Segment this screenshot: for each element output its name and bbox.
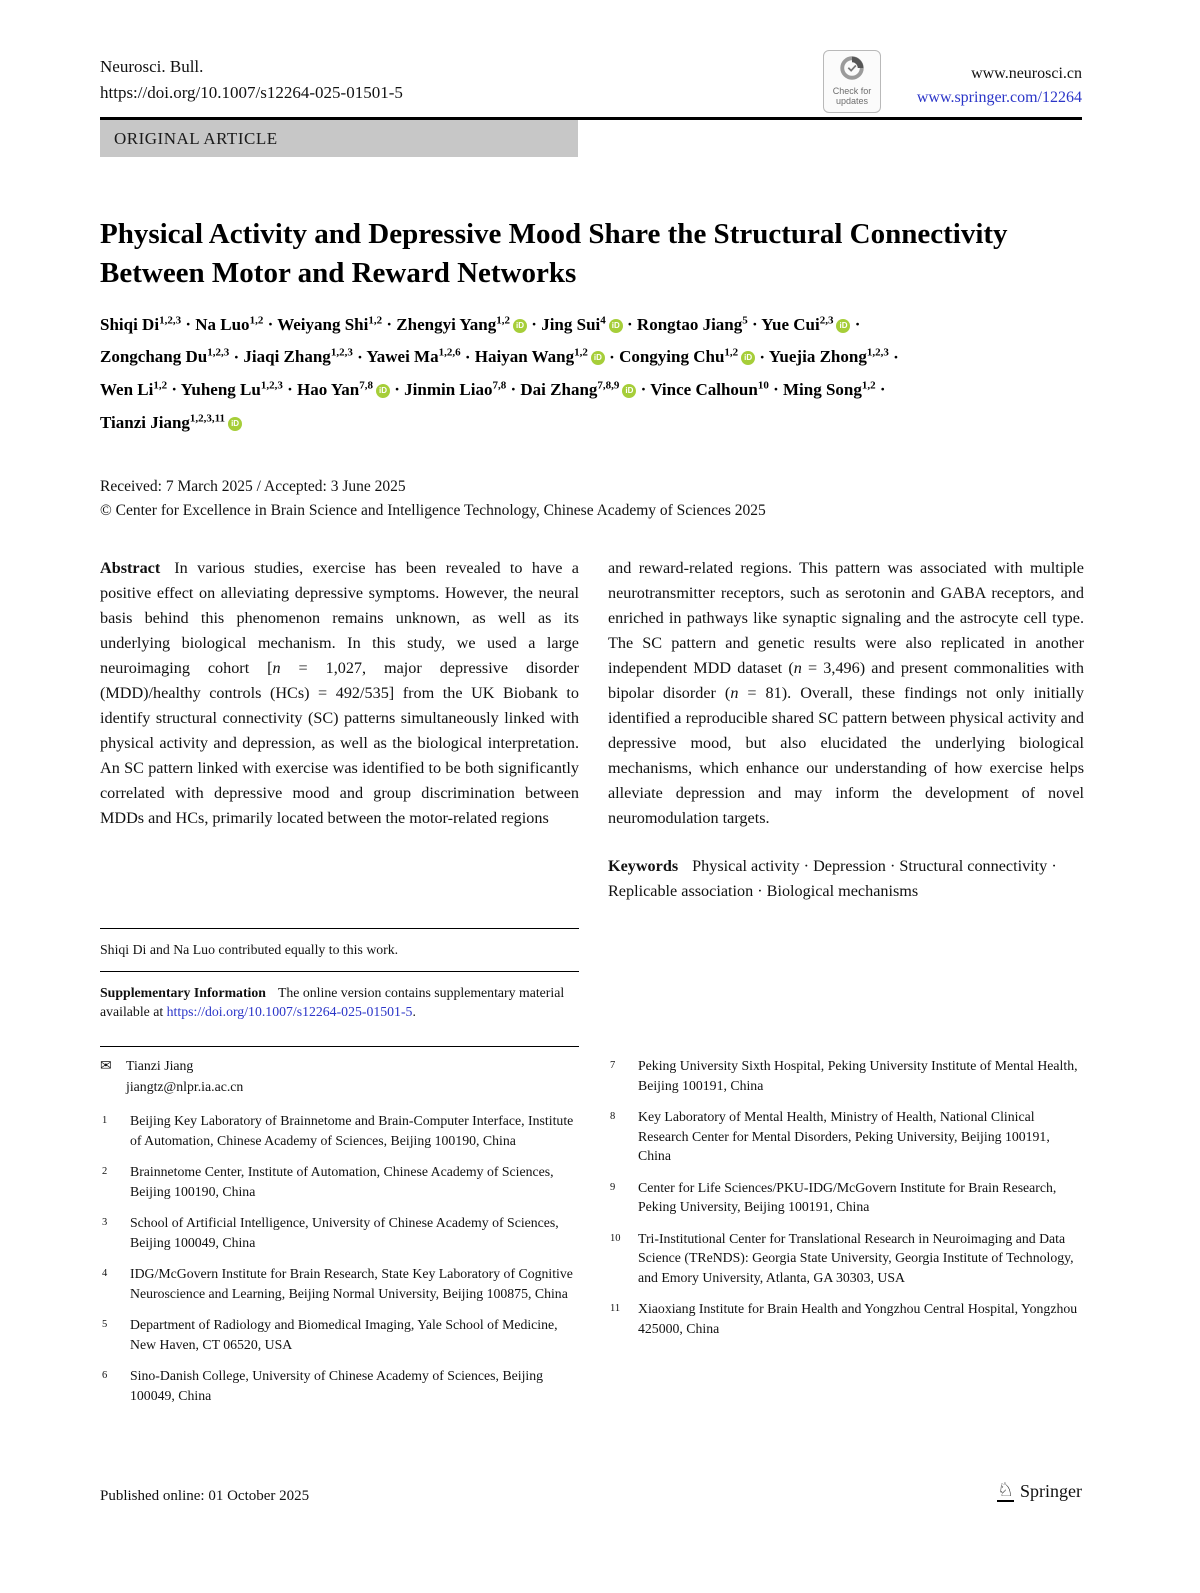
author: Jiaqi Zhang$^{1,2,3}$	[243, 346, 353, 367]
affiliation-item: 4 IDG/McGovern Institute for Brain Research, State Key Laboratory of Cognitive Neuroscience and Learning, Beijing Normal University, Beijing 100875, China	[102, 1266, 573, 1301]
check-for-updates-badge[interactable]	[823, 50, 881, 113]
orcid-icon[interactable]: iD	[376, 384, 390, 398]
affiliation-item: 7 Peking University Sixth Hospital, Peking University Institute of Mental Health, Beijing 100191, China	[610, 1058, 1078, 1093]
article-type-banner: ORIGINAL ARTICLE	[100, 120, 578, 157]
supplementary-note	[100, 983, 579, 1022]
affiliation-item: 11 Xiaoxiang Institute for Brain Health and Yongzhou Central Hospital, Yongzhou 425000, China	[610, 1301, 1078, 1336]
author-line: Wen Li$^{1,2}$ · Yuheng Lu$^{1,2,3}$ · Hao Yan$^{7,8}$ iD · Jinmin Liao$^{7,8}$ · Dai Zhang$^{7,8,9}$ iD · Vince Calhoun$^{10}$ · Ming Song$^{1,2}$ ·	[100, 379, 886, 399]
author: Na Luo$^{1,2}$	[195, 314, 264, 334]
affiliation-item: 9 Center for Life Sciences/PKU-IDG/McGovern Institute for Brain Research, Peking University, Beijing 100191, China	[610, 1179, 1057, 1214]
author: Hao Yan$^{7,8}$ iD	[297, 380, 390, 399]
orcid-icon[interactable]: iD	[513, 319, 527, 333]
journal-doi: https://doi.org/10.1007/s12264-025-01501-5	[100, 83, 403, 102]
author: Wen Li$^{1,2}$	[100, 379, 168, 399]
author: Yuheng Lu$^{1,2,3}$	[180, 379, 283, 399]
springer-knight-icon: ♘	[996, 1479, 1014, 1501]
corresponding-author-email[interactable]: jiangtz@nlpr.ia.ac.cn	[126, 1078, 244, 1094]
affiliation-item: 1 Beijing Key Laboratory of Brainnetome and Brain-Computer Interface, Institute of Automation, Chinese Academy of Sciences, Beijing 100190, China	[102, 1113, 574, 1148]
author: Weiyang Shi$^{1,2}$	[277, 314, 383, 334]
affiliation-item: 8 Key Laboratory of Mental Health, Ministry of Health, National Clinical Research Center for Mental Disorders, Peking University, Beijing 100191, China	[610, 1109, 1050, 1163]
page-title: Physical Activity and Depressive Mood Share the Structural Connectivity Between Motor and Reward Networks	[100, 218, 1008, 290]
author: Yue Cui$^{2,3}$ iD	[761, 315, 850, 334]
abstract-text-left: In various studies, exercise has been revealed to have a positive effect on alleviating depressive symptoms. However, the neural basis behind this phenomenon remains unknown, as well as its underlying biological mechanism. In this study, we used a large neuroimaging cohort [n = 1,027, major depressive disorder (MDD)/healthy controls (HCs) = 492/535] from the UK Biobank to identify structural connectivity (SC) patterns simultaneously linked with physical activity and depression, as well as the biological interpretation. An SC pattern linked with exercise was identified to be both significantly correlated with depressive mood and group discrimination between MDDs and HCs, primarily located between the motor-related regions	[100, 559, 579, 827]
equal-contribution-note: Shiqi Di and Na Luo contributed equally to this work.	[100, 942, 399, 957]
footnote-rule	[100, 971, 579, 972]
author: Yawei Ma$^{1,2,6}$	[366, 346, 461, 367]
author: Rongtao Jiang$^5$	[636, 314, 748, 334]
orcid-icon[interactable]: iD	[591, 351, 605, 365]
springer-link[interactable]: www.springer.com/12264	[916, 89, 1082, 106]
abstract-column-right	[608, 556, 1084, 904]
affiliation-list-left	[100, 1111, 579, 1405]
orcid-icon[interactable]: iD	[622, 384, 636, 398]
author: Jing Sui$^4$ iD	[541, 315, 623, 334]
author: Congying Chu$^{1,2}$ iD	[619, 347, 755, 366]
author: Jinmin Liao$^{7,8}$	[404, 379, 507, 399]
keywords-label: Keywords	[608, 857, 679, 875]
footnote-rule	[100, 928, 579, 929]
affiliation-item: 3 School of Artificial Intelligence, University of Chinese Academy of Sciences, Beijing 100049, China	[102, 1215, 559, 1250]
author: Yuejia Zhong$^{1,2,3}$	[768, 346, 889, 367]
author-list	[100, 306, 1082, 437]
author: Zhengyi Yang$^{1,2}$ iD	[396, 315, 527, 334]
author: Tianzi Jiang$^{1,2,3,11}$ iD	[100, 413, 242, 432]
author: Vince Calhoun$^{10}$	[650, 379, 769, 399]
keywords-block	[608, 854, 1084, 904]
affiliation-item: 10 Tri-Institutional Center for Translational Research in Neuroimaging and Data Science (TReNDS): Georgia State University, Georgia Institute of Technology, and Emory University, Atlanta, GA 30303, USA	[610, 1230, 1074, 1285]
correspondence-block	[100, 1046, 579, 1417]
author-line	[100, 404, 1082, 437]
orcid-icon[interactable]: iD	[609, 319, 623, 333]
badge-line2: updates	[835, 96, 869, 106]
author-line: Zongchang Du$^{1,2,3}$ · Jiaqi Zhang$^{1,2,3}$ · Yawei Ma$^{1,2,6}$ · Haiyan Wang$^{1,2}$ iD · Congying Chu$^{1,2}$ iD · Yuejia Zhong$^{1,2,3}$ ·	[100, 346, 899, 367]
supplementary-text: The online version contains supplementary material available at	[100, 984, 565, 1019]
abstract-text-right: and reward-related regions. This pattern was associated with multiple neurotransmitter receptors, such as serotonin and GABA receptors, and enriched in pathways like synaptic signaling and the astrocyte cell type. The SC pattern and genetic results were also replicated in another independent MDD dataset (n = 3,496) and present commonalities with bipolar disorder (n = 81). Overall, these findings not only initially identified a reproducible shared SC pattern between physical activity and depressive mood, but also elucidated the underlying biological mechanisms, which enhance our understanding of how exercise helps alleviate depression and may inform the development of novel neuromodulation targets.	[608, 559, 1084, 827]
footnote-block	[100, 928, 579, 1022]
journal-name: Neurosci. Bull.	[100, 57, 204, 76]
affiliation-item: 5 Department of Radiology and Biomedical Imaging, Yale School of Medicine, New Haven, CT 06520, USA	[102, 1317, 558, 1352]
journal-website: www.neurosci.cn	[971, 65, 1082, 82]
affiliation-list-right	[608, 1056, 1084, 1350]
affiliation-item: 6 Sino-Danish College, University of Chinese Academy of Sciences, Beijing 100049, China	[102, 1368, 544, 1403]
author: Zongchang Du$^{1,2,3}$	[100, 346, 230, 367]
orcid-icon[interactable]: iD	[228, 417, 242, 431]
copyright-line: © Center for Excellence in Brain Science and Intelligence Technology, Chinese Academy of Sciences 2025	[100, 502, 766, 519]
author: Dai Zhang$^{7,8,9}$ iD	[520, 380, 636, 399]
author-line: Shiqi Di$^{1,2,3}$ · Na Luo$^{1,2}$ · Weiyang Shi$^{1,2}$ · Zhengyi Yang$^{1,2}$ iD · Jing Sui$^4$ iD · Rongtao Jiang$^5$ · Yue Cui$^{2,3}$ iD ·	[100, 314, 861, 334]
journal-citation	[100, 54, 403, 106]
corresponding-author-name: Tianzi Jiang	[126, 1058, 194, 1073]
orcid-icon[interactable]: iD	[836, 319, 850, 333]
envelope-icon: ✉	[100, 1059, 112, 1074]
received-accepted: Received: 7 March 2025 / Accepted: 3 June 2025	[100, 478, 406, 495]
published-online: Published online: 01 October 2025	[100, 1488, 310, 1504]
affiliation-item: 2 Brainnetome Center, Institute of Automation, Chinese Academy of Sciences, Beijing 100190, China	[102, 1164, 554, 1199]
author: Ming Song$^{1,2}$	[782, 379, 876, 399]
journal-links	[917, 62, 1082, 110]
supplementary-doi-link[interactable]: https://doi.org/10.1007/s12264-025-01501-5	[166, 1004, 413, 1019]
springer-logo	[997, 1481, 1082, 1502]
footnote-rule	[100, 1046, 579, 1047]
abstract-column-left	[100, 556, 579, 831]
supplementary-suffix: .	[412, 1004, 416, 1019]
crossmark-icon	[839, 55, 865, 81]
author: Shiqi Di$^{1,2,3}$	[100, 314, 182, 334]
badge-line1: Check for	[832, 86, 872, 96]
abstract-label: Abstract	[100, 559, 161, 577]
author: Haiyan Wang$^{1,2}$ iD	[475, 347, 605, 366]
keywords-text: Physical activity · Depression · Structural connectivity · Replicable association · Biological mechanisms	[608, 857, 1057, 900]
orcid-icon[interactable]: iD	[741, 351, 755, 365]
springer-brand-text: Springer	[1020, 1481, 1082, 1501]
supplementary-label: Supplementary Information	[100, 984, 266, 1000]
